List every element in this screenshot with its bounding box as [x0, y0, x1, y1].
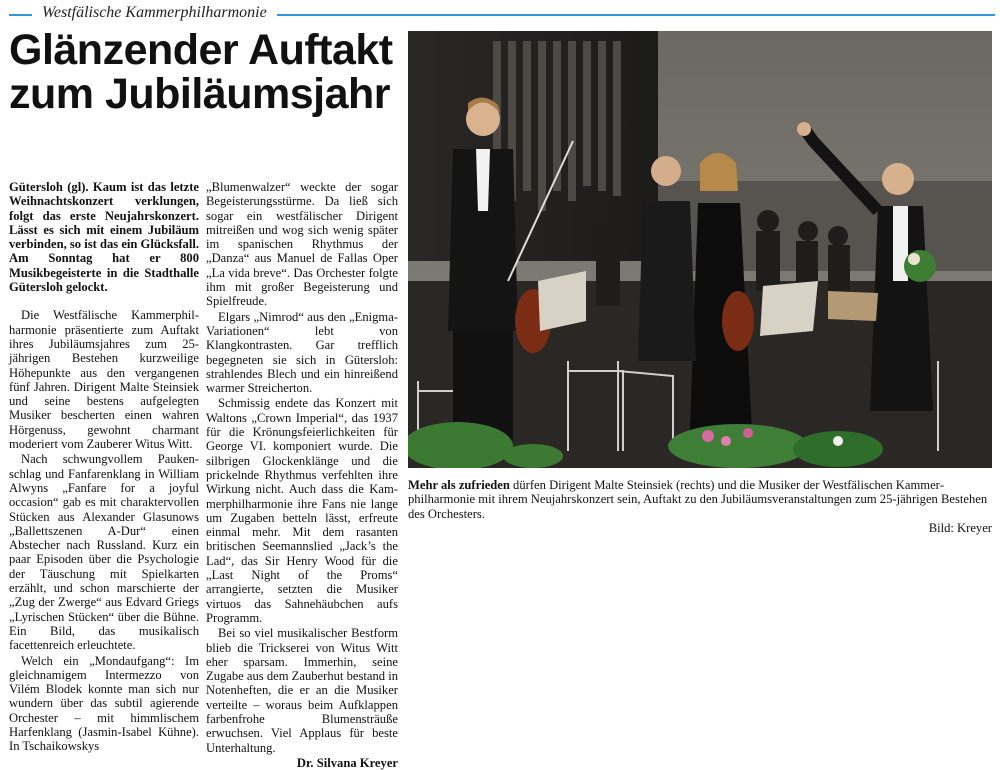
paragraph: Nach schwungvollem Paukenschlag und Fanfarenklang in William Alwyns „Fanfare for a joyful occasion“ gab es mit charaktervollen Stücken aus Alexander Glasunows „Ballettszenen A-Dur“ einen Abstecher nach Russland. Kurz ein paar Episoden über die Psychologie der Täuschung mit Spielkarten erzählt, und schon marschierte der „Zug der Zwerge“ aus Edvard Griegs „Lyrischen Stücken“ über die Bühne. Ein Bild, das musikalisch facettenreich erleuchtete.: [9, 452, 199, 653]
paragraph: „Blumenwalzer“ weckte der sogar Begeisterungsstürme. Da ließ sich sogar ein westfälischer Dirigent mitreißen und wog sich wenig später im spanischen Rhythmus der „Danza“ aus Manuel de Fallas Oper „La vida breve“. Das Orchester folgte ihm mit großer Begeisterung und Spielfreude.: [206, 180, 398, 309]
article-column-1: [9, 180, 199, 755]
caption-lead: Mehr als zufrieden: [408, 478, 510, 492]
paragraph: Elgars „Nimrod“ aus den „Enigma-Variationen“ lebt von Klangkontrasten. Gar trefflich begegneten sie sich in Gütersloh: strahlendes Blech und ein hinreißend warmer Streicherton.: [206, 309, 398, 396]
paragraph: Bei so viel musikalischer Bestform blieb die Trickserei von Witus Witt eher sparsam. Immerhin, seine Zugabe aus dem Zauberhut bestand in Notenheften, die er an die Musiker verteilte – woraus beim Aufklappen farbenfrohe Blumensträuße erwuchsen. Viel Applaus für beste Unterhaltung.: [206, 626, 398, 755]
lead-paragraph: Gütersloh (gl). Kaum ist das letzte Weihnachtskonzert verklungen, folgt das erste Neujahrskonzert. Lässt es sich mit einem Jubiläum verbinden, so ist das ein Glücksfall. Am Sonntag hat er 800 Musikbegeisterte in die Stadthalle Gütersloh gelockt.: [9, 180, 199, 295]
photo-caption: [408, 478, 992, 535]
byline: Dr. Silvana Kreyer: [296, 755, 398, 770]
section-label: Westfälische Kammerphilharmonie: [32, 4, 277, 22]
caption-text: dürfen Dirigent Malte Steinsiek (rechts) und die Musiker der Westfälischen Kammerphilharmonie mit ihrem Neujahrskonzert sein, Auftakt zu den Jubiläumsveranstaltungen zum 25-jährigen Bestehen des Orchesters.: [408, 478, 988, 521]
paragraph: Die Westfälische Kammerphilharmonie präsentierte zum Auftakt ihres Jubiläumsjahres zum 25-jährigen Bestehen kurzweilige Höhepunkte aus den vergangenen fünf Jahren. Dirigent Malte Steinsiek und seine bestens aufgelegten Musiker bescherten einen wahren Hörgenuss, gewohnt charmant moderiert vom Zauberer Witus Witt.: [9, 308, 199, 452]
headline: Glänzender Auftakt zum Jubiläumsjahr: [9, 26, 393, 118]
paragraph: Schmissig endete das Konzert mit Waltons „Crown Imperial“, das 1937 für die Krönungsfeierlichkeiten für George VI. komponiert wurde. Die silbrigen Glockenklänge und die prickelnde Rhythmus verfehlten ihre Wirkung nicht. Auch dass die Kammerphilharmonie ihre Fans nie lange um Zugaben betteln lässt, erfreute einmal mehr. Mit dem rasanten britischen Seemannslied „Jack’s the Lad“, das Sir Henry Wood für die „Last Night of the Proms“ arrangierte, setzten die Musiker virtuos das Sahnehäubchen aufs Programm.: [206, 396, 398, 625]
concert-photo-illustration: [408, 31, 992, 468]
concert-photo: [408, 31, 992, 468]
paragraph: Welch ein „Mondaufgang“: Im gleichnamigem Intermezzo von Vilém Blodek konnte man sich nur wundern über das subtil agierende Orchester – mit himmlischem Harfenklang (Jasmin-Isabel Kühne). In Tschaikowskys: [9, 653, 199, 754]
photo-credit: Bild: Kreyer: [928, 520, 992, 535]
article-column-2: [206, 180, 398, 770]
